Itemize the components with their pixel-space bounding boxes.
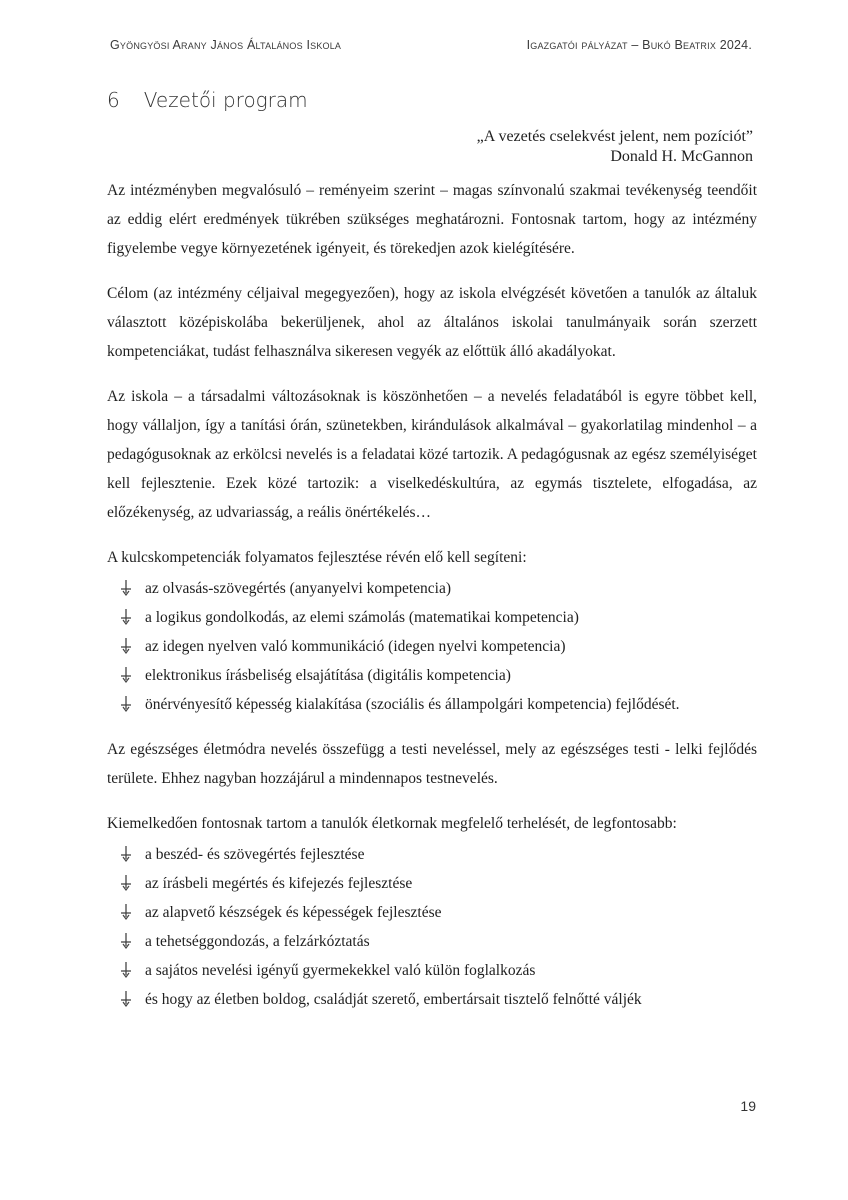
down-arrow-bullet-icon	[119, 661, 133, 690]
header-school-name: Gyöngyösi Arany János Általános Iskola	[110, 38, 342, 52]
body-text	[107, 176, 757, 1030]
page-number: 19	[740, 1098, 756, 1114]
list-item-text: a tehetséggondozás, a felzárkóztatás	[145, 933, 370, 950]
chapter-heading	[107, 88, 308, 112]
down-arrow-bullet-icon	[119, 574, 133, 603]
down-arrow-bullet-icon	[119, 956, 133, 985]
priorities-list	[107, 840, 757, 1014]
paragraph-goal: Célom (az intézmény céljaival megegyezően), hogy az iskola elvégzését követően a tanulók az általuk választott középiskolába bekerüljenek, ahol az általános iskolai tanulmányaik során szerzett kompetenciákat, tudást felhasználva sikeresen vegyék az előttük álló akadályokat.	[107, 285, 757, 360]
paragraph-intro: Az intézményben megvalósuló – reményeim szerint – magas színvonalú szakmai tevékenység teendőit az eddig elért eredmények tükrében szükséges meghatározni. Fontosnak tartom, hogy az intézmény figyelembe vegye környezetének igényeit, és törekedjen azok kielégítésére.	[107, 182, 757, 257]
list-item-text: az alapvető készségek és képességek fejlesztése	[145, 904, 442, 921]
down-arrow-bullet-icon	[119, 985, 133, 1014]
page-header	[110, 38, 752, 58]
list-item-text: a sajátos nevelési igényű gyermekekkel való külön foglalkozás	[145, 962, 536, 979]
down-arrow-bullet-icon	[119, 603, 133, 632]
paragraph-health: Az egészséges életmódra nevelés összefügg a testi neveléssel, mely az egészséges testi - lelki fejlődés területe. Ehhez nagyban hozzájárul a mindennapos testnevelés.	[107, 741, 757, 787]
list-item-text: önérvényesítő képesség kialakítása (szociális és állampolgári kompetencia) fejlődését.	[145, 696, 680, 713]
list-item	[107, 985, 757, 1014]
list-item	[107, 603, 757, 632]
list-item-text: az idegen nyelven való kommunikáció (idegen nyelvi kompetencia)	[145, 638, 566, 655]
list-item-text: elektronikus írásbeliség elsajátítása (digitális kompetencia)	[145, 667, 511, 684]
list-item-text: az írásbeli megértés és kifejezés fejlesztése	[145, 875, 413, 892]
list-item	[107, 632, 757, 661]
quote-author: Donald H. McGannon	[610, 148, 753, 165]
list-item	[107, 690, 757, 719]
list-item	[107, 956, 757, 985]
list-item-text: a beszéd- és szövegértés fejlesztése	[145, 846, 365, 863]
list-item-text: és hogy az életben boldog, családját szerető, embertársait tisztelő felnőtté váljék	[145, 991, 642, 1008]
key-competencies-list	[107, 574, 757, 719]
down-arrow-bullet-icon	[119, 632, 133, 661]
list-item	[107, 661, 757, 690]
list-item	[107, 898, 757, 927]
header-document-title: Igazgatói pályázat – Bukó Beatrix 2024.	[526, 38, 752, 52]
down-arrow-bullet-icon	[119, 869, 133, 898]
list-item-text: az olvasás-szövegértés (anyanyelvi kompetencia)	[145, 580, 451, 597]
down-arrow-bullet-icon	[119, 927, 133, 956]
chapter-title: Vezetői program	[143, 88, 308, 112]
list-item	[107, 927, 757, 956]
chapter-number: 6	[107, 88, 120, 112]
list2-intro: Kiemelkedően fontosnak tartom a tanulók életkornak megfelelő terhelését, de legfontosabb:	[107, 815, 677, 832]
down-arrow-bullet-icon	[119, 840, 133, 869]
down-arrow-bullet-icon	[119, 898, 133, 927]
list-item-text: a logikus gondolkodás, az elemi számolás (matematikai kompetencia)	[145, 609, 579, 626]
epigraph-quote	[477, 127, 753, 167]
down-arrow-bullet-icon	[119, 690, 133, 719]
list-item	[107, 869, 757, 898]
list1-intro: A kulcskompetenciák folyamatos fejlesztése révén elő kell segíteni:	[107, 549, 527, 566]
list-item	[107, 840, 757, 869]
paragraph-education: Az iskola – a társadalmi változásoknak is köszönhetően – a nevelés feladatából is egyre többet kell, hogy vállaljon, így a tanítási órán, szünetekben, kirándulások alkalmával – gyakorlatilag mindenhol – a pedagógusoknak az erkölcsi nevelés is a feladatai közé tartozik. A pedagógusnak az egész személyiséget kell fejlesztenie. Ezek közé tartozik: a viselkedéskultúra, az egymás tisztelete, elfogadása, az előzékenység, az udvariasság, a reális önértékelés…	[107, 388, 757, 521]
list-item	[107, 574, 757, 603]
quote-text: „A vezetés cselekvést jelent, nem pozíciót”	[476, 128, 753, 145]
